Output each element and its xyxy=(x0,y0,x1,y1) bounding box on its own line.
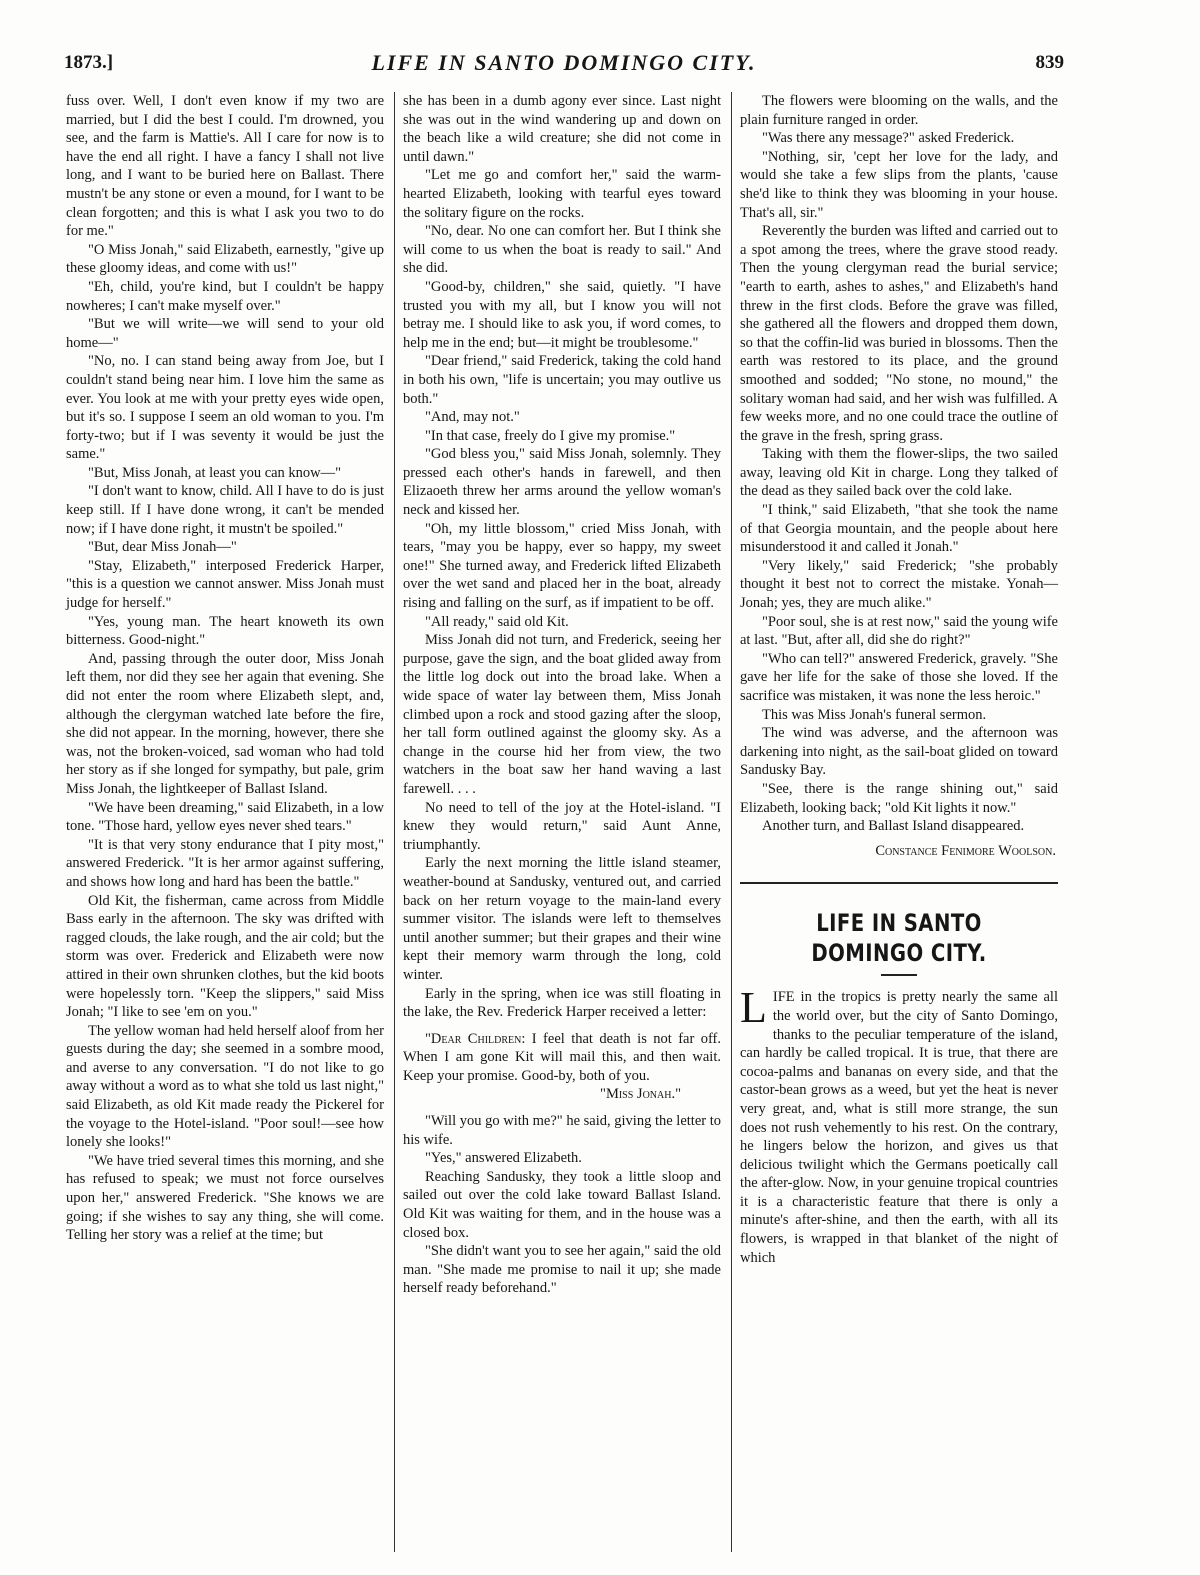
paragraph: No need to tell of the joy at the Hotel-island. "I knew they would return," said Aunt Anne, triumphantly. xyxy=(403,799,721,853)
header-year: 1873.] xyxy=(64,52,114,73)
paragraph: "No, dear. No one can comfort her. But I think she will come to us when the boat is ready to sail." And she did. xyxy=(403,223,721,277)
paragraph: "O Miss Jonah," said Elizabeth, earnestly, "give up these gloomy ideas, and come with us!" xyxy=(66,241,384,277)
paragraph: "See, there is the range shining out," said Elizabeth, looking back; "old Kit lights it now." xyxy=(740,780,1058,816)
paragraph: "Who can tell?" answered Frederick, gravely. "She gave her life for the sake of those she loved. If the sacrifice was mistaken, it was none the less heroic." xyxy=(740,650,1058,704)
paragraph: "I don't want to know, child. All I have to do is just keep still. If I have done wrong, it can't be mended now; if I have done right, it mustn't be spoiled." xyxy=(66,483,384,537)
paragraph: Reaching Sandusky, they took a little sloop and sailed out over the cold lake toward Ballast Island. Old Kit was waiting for them, and in the house was a closed box. xyxy=(403,1168,721,1241)
paragraph: The yellow woman had held herself aloof from her guests during the day; she seemed in a sombre mood, and averse to any conversation. "I do not like to go away without a word as to what she told us last night," said Elizabeth, as old Kit made ready the Pickerel for the voyage to the Hotel-island. "Poor soul!—see how lonely she looks!" xyxy=(66,1022,384,1151)
header-title: LIFE IN SANTO DOMINGO CITY. xyxy=(371,50,757,75)
paragraph: "But, dear Miss Jonah—" xyxy=(88,539,237,556)
paragraph: "In that case, freely do I give my promise." xyxy=(425,427,676,444)
column-3 xyxy=(740,92,1058,1267)
letter-text: I feel that death is not far off. When I am gone Kit will mail this, and then wait. Keep your promise. Good-by, both of you. xyxy=(403,1030,721,1084)
paragraph: "I think," said Elizabeth, "that she took the name of that Georgia mountain, and the people about here misunderstood it and called it Jonah." xyxy=(740,502,1058,556)
paragraph: "Stay, Elizabeth," interposed Frederick Harper, "this is a question we cannot answer. Miss Jonah must judge for herself." xyxy=(66,557,384,612)
paragraph: "All ready," said old Kit. xyxy=(425,613,569,630)
letter-salutation: "Dear Children: xyxy=(425,1030,526,1047)
column-divider-2 xyxy=(731,92,732,1552)
paragraph: The wind was adverse, and the afternoon was darkening into night, as the sail-boat glided on toward Sandusky Bay. xyxy=(740,725,1058,779)
paragraph: "She didn't want you to see her again," said the old man. "She made me promise to nail it up; she made herself ready beforehand." xyxy=(403,1243,721,1297)
column-2 xyxy=(403,92,721,1298)
paragraph: "Yes, young man. The heart knoweth its own bitterness. Good-night." xyxy=(66,613,384,649)
paragraph: "God bless you," said Miss Jonah, solemnly. They pressed each other's hands in farewell, and then Elizaoeth threw her arms around the yellow woman's neck and kissed her. xyxy=(403,446,721,519)
paragraph: "But we will write—we will send to your old home—" xyxy=(66,316,384,351)
paragraph: "Dear friend," said Frederick, taking the cold hand in both his own, "life is uncertain; you may outlive us both." xyxy=(403,353,721,407)
paragraph: "We have tried several times this morning, and she has refused to speak; we must not force ourselves upon her," answered Frederick. "She knows we are going; if she wishes to say any thing, she will come. Telling her story was a relief at the time; but xyxy=(66,1152,384,1244)
page-number: 839 xyxy=(1035,52,1064,73)
paragraph: Early in the spring, when ice was still floating in the lake, the Rev. Frederick Harper received a letter: xyxy=(403,985,721,1021)
paragraph: Another turn, and Ballast Island disappeared. xyxy=(762,818,1025,835)
column-divider-1 xyxy=(394,92,395,1552)
paragraph: "Very likely," said Frederick; "she probably thought it best not to correct the mistake. Yonah—Jonah; yes, they are much alike." xyxy=(740,557,1058,612)
article-first-paragraph xyxy=(740,983,1058,1267)
letter-signature: "Miss Jonah." xyxy=(600,1086,681,1103)
paragraph: Early the next morning the little island steamer, weather-bound at Sandusky, ventured out, and carried back on her return voyage to the main-land every summer visitor. The islands were left to themselves until another summer; but their grapes and their wine kept their memory warm through the long, cold winter. xyxy=(403,855,721,983)
article-separator xyxy=(740,882,1058,884)
paragraph: "Nothing, sir, 'cept her love for the lady, and would she take a few slips from the plants, 'cause she'd like to think they was blooming in your house. That's all, sir." xyxy=(740,148,1058,221)
letter-block xyxy=(403,1030,721,1104)
paragraph: she has been in a dumb agony ever since. Last night she was out in the wind wandering up and down on the beach like a wild creature; she did not come in until dawn." xyxy=(403,93,721,165)
paragraph: "Good-by, children," she said, quietly. "I have trusted you with my all, but I know you will not betray me. I should like to ask you, if word comes, to help me in the end; but—it might be troublesome." xyxy=(403,278,721,351)
paragraph: "It is that very stony endurance that I pity most," answered Frederick. "It is her armor against suffering, and shows how long and hard has been the battle." xyxy=(66,836,384,890)
running-header xyxy=(64,50,1064,82)
paragraph: "Will you go with me?" he said, giving the letter to his wife. xyxy=(403,1113,721,1148)
paragraph: "And, may not." xyxy=(425,409,520,426)
column-1 xyxy=(66,92,384,1245)
paragraph: Old Kit, the fisherman, came across from Middle Bass early in the afternoon. The sky was drifted with ragged clouds, the lake rough, and the air cold; but the storm was over. Frederick and Elizabeth were now attired in their own shrunken clothes, but the kid boots were hopelessly torn. "Keep the slippers," said Miss Jonah; "I like to see 'em on you." xyxy=(66,892,384,1021)
author-signature: Constance Fenimore Woolson. xyxy=(875,842,1056,859)
first-word-caps: IFE xyxy=(772,989,795,1006)
paragraph: This was Miss Jonah's funeral sermon. xyxy=(762,706,987,723)
paragraph: "Eh, child, you're kind, but I couldn't be happy nowheres; I can't make myself over." xyxy=(66,278,384,314)
paragraph: "No, no. I can stand being away from Joe, but I couldn't stand being near him. I love him the same as ever. You look at me with your pretty eyes wide open, but it's so. I suppose I seem an old woman to you. I'm forty-two; but if I was seventy it would be just the same." xyxy=(66,353,384,463)
article-title: LIFE IN SANTO DOMINGO CITY. xyxy=(811,909,987,968)
paragraph: "But, Miss Jonah, at least you can know—" xyxy=(88,464,342,481)
paragraph: "Let me go and comfort her," said the warm-hearted Elizabeth, looking with tearful eyes toward the solitary figure on the rocks. xyxy=(403,167,721,221)
paragraph: "Was there any message?" asked Frederick. xyxy=(762,130,1015,147)
paragraph: Miss Jonah did not turn, and Frederick, seeing her purpose, gave the sign, and the boat glided away from the little log dock out into the broad lake. When a wide space of water lay between them, Miss Jonah climbed upon a rock and stood gazing after the sloop, her tall form outlined against the gloomy sky. As a change in the course hid her from view, the two watchers in the boat saw her hand waving a last farewell. . . . xyxy=(403,632,721,797)
title-rule xyxy=(881,974,917,976)
paragraph: fuss over. Well, I don't even know if my two are married, but I did the best I could. I'm drowned, you see, and the farm is Mattie's. All I care for now is to have the end all right. I have a fancy I shall not live long, and I want to be buried here on Ballast. There mustn't be any stone or even a mound, for I want to be clean forgotten; and this is what I ask you two to do for me." xyxy=(66,93,384,240)
paragraph: "Poor soul, she is at rest now," said the young wife at last. "But, after all, did she do right?" xyxy=(740,613,1058,649)
paragraph: The flowers were blooming on the walls, and the plain furniture ranged in order. xyxy=(740,93,1058,128)
first-paragraph-text: in the tropics is pretty nearly the same all the world over, but the city of Santo Domingo, thanks to the peculiar temperature of the island, can hardly be called tropical. It is true, that there are cocoa-palms and bananas on every side, and that the castor-bean grows as a weed, but yet the heat is never very great, and, what is still more strange, the sun does not rush vehemently to his rest. On the contrary, he lingers below the horizon, and gives us that delicious twilight which the Germans poetically call the after-glow. Now, in your genuine tropical countries it is a characteristic feature that there is only a minute's after-shine, and then the earth, with all its flowers, is wrapped in that blanket of the night of which xyxy=(740,989,1058,1266)
paragraph: And, passing through the outer door, Miss Jonah left them, nor did they see her again that evening. She did not enter the room where Elizabeth slept, and, although the clergyman watched late before the fire, she did not appear. In the morning, however, there she was, not the broken-voiced, sad woman who had told her story as if she longed for sympathy, but pale, grim Miss Jonah, the lightkeeper of Ballast Island. xyxy=(66,650,384,797)
paragraph: "Oh, my little blossom," cried Miss Jonah, with tears, "may you be happy, ever so happy, my sweet one!" She turned away, and Frederick lifted Elizabeth over the wet sand and placed her in the boat, already rising and falling on the surf, as if impatient to be off. xyxy=(403,520,721,612)
paragraph: Reverently the burden was lifted and carried out to a spot among the trees, where the grave stood ready. Then the young clergyman read the burial service; "earth to earth, ashes to ashes," and Elizabeth's hand threw in the first clods. Before the grave was filled, she gathered all the flowers and dropped them down, so that the coffin-lid was buried in blossoms. Then the earth was restored to its place, and the ground smoothed and sodded; "No stone, no mound," the solitary woman had said, and her wish was fulfilled. A few weeks more, and no one could trace the outline of the grave in the fresh, spring grass. xyxy=(740,223,1058,444)
paragraph: "We have been dreaming," said Elizabeth, in a low tone. "Those hard, yellow eyes never shed tears." xyxy=(66,799,384,835)
drop-cap: L xyxy=(740,983,767,1033)
letter-body xyxy=(403,1030,721,1086)
paragraph: Taking with them the flower-slips, the two sailed away, leaving old Kit in charge. Long they talked of the dead as they sailed back over the cold lake. xyxy=(740,446,1058,500)
paragraph: "Yes," answered Elizabeth. xyxy=(425,1150,582,1167)
